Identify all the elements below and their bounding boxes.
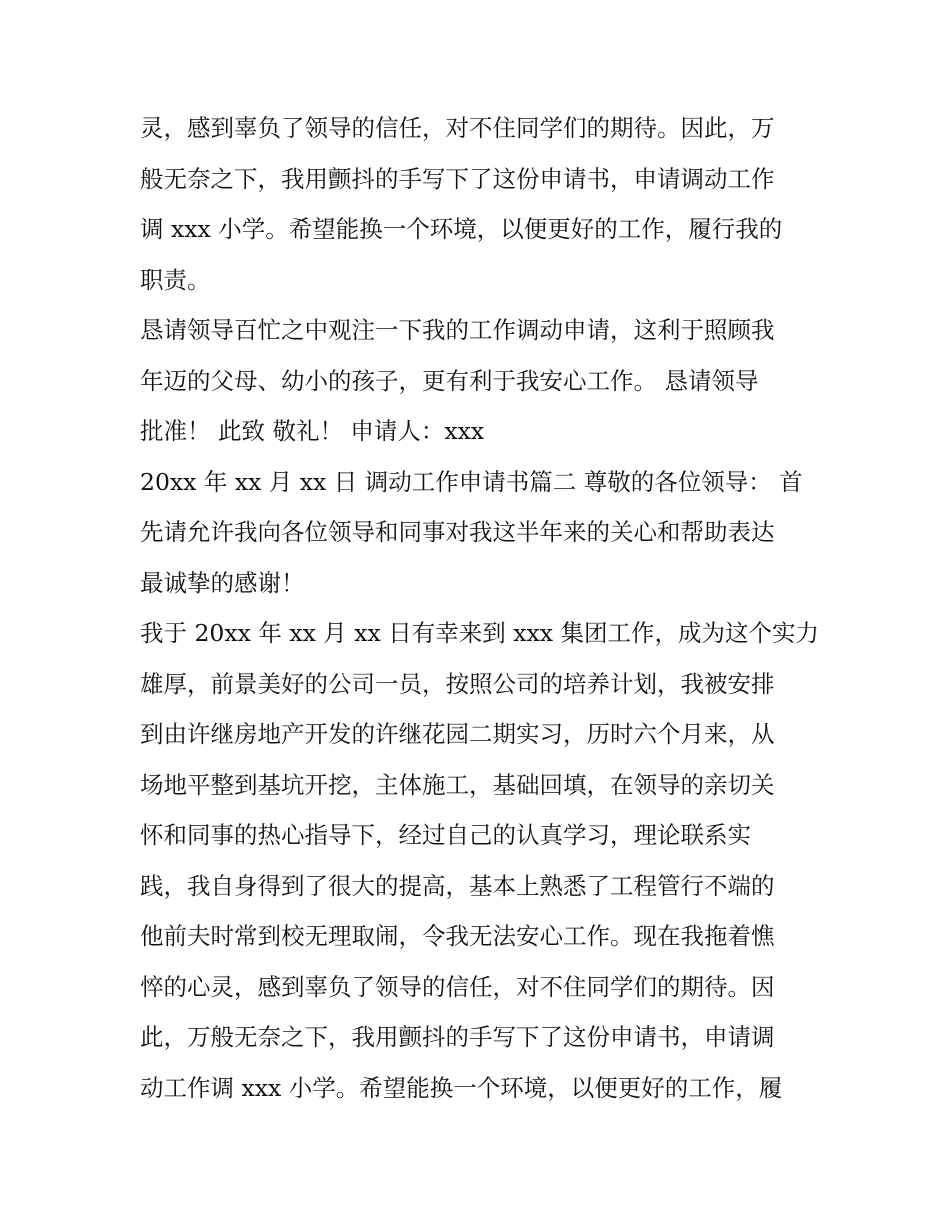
text-line: 场地平整到基坑开挖，主体施工，基础回填，在领导的亲切关 — [140, 770, 775, 799]
text-line: 恳请领导百忙之中观注一下我的工作调动申请，这利于照顾我 — [140, 316, 775, 344]
text-line: 践，我自身得到了很大的提高，基本上熟悉了工程管行不端的 — [140, 871, 775, 900]
text-line: 年迈的父母、幼小的孩子，更有利于我安心工作。 恳请领导 — [140, 366, 759, 395]
text-line: 般无奈之下，我用颤抖的手写下了这份申请书，申请调动工作 — [140, 164, 775, 193]
text-line: 到由许继房地产开发的许继花园二期实习，历时六个月来，从 — [140, 720, 775, 748]
text-line: 最诚挚的感谢！ — [140, 568, 305, 597]
text-line: 雄厚，前景美好的公司一员，按照公司的培养计划，我被安排 — [140, 669, 775, 698]
text-line: 调 xxx 小学。希望能换一个环境，以便更好的工作，履行我的 — [140, 215, 783, 243]
text-line: 怀和同事的热心指导下，经过自己的认真学习，理论联系实 — [140, 821, 751, 849]
text-line: 先请允许我向各位领导和同事对我这半年来的关心和帮助表达 — [140, 518, 775, 546]
text-line: 批准！ 此致 敬礼！ 申请人：xxx — [140, 417, 485, 445]
text-line: 悴的心灵，感到辜负了领导的信任，对不住同学们的期待。因 — [140, 972, 775, 1001]
text-line: 职责。 — [140, 265, 211, 294]
text-line: 我于 20xx 年 xx 月 xx 日有幸来到 xxx 集团工作，成为这个实力 — [140, 619, 819, 647]
text-line: 灵，感到辜负了领导的信任，对不住同学们的期待。因此，万 — [140, 114, 775, 142]
document-body — [140, 103, 820, 1113]
text-line: 此，万般无奈之下，我用颤抖的手写下了这份申请书，申请调 — [140, 1023, 775, 1051]
text-line: 20xx 年 xx 月 xx 日 调动工作申请书篇二 尊敬的各位领导： 首 — [140, 467, 803, 496]
text-line: 他前夫时常到校无理取闹，令我无法安心工作。现在我拖着憔 — [140, 922, 775, 950]
text-line: 动工作调 xxx 小学。希望能换一个环境，以便更好的工作，履 — [140, 1073, 783, 1102]
